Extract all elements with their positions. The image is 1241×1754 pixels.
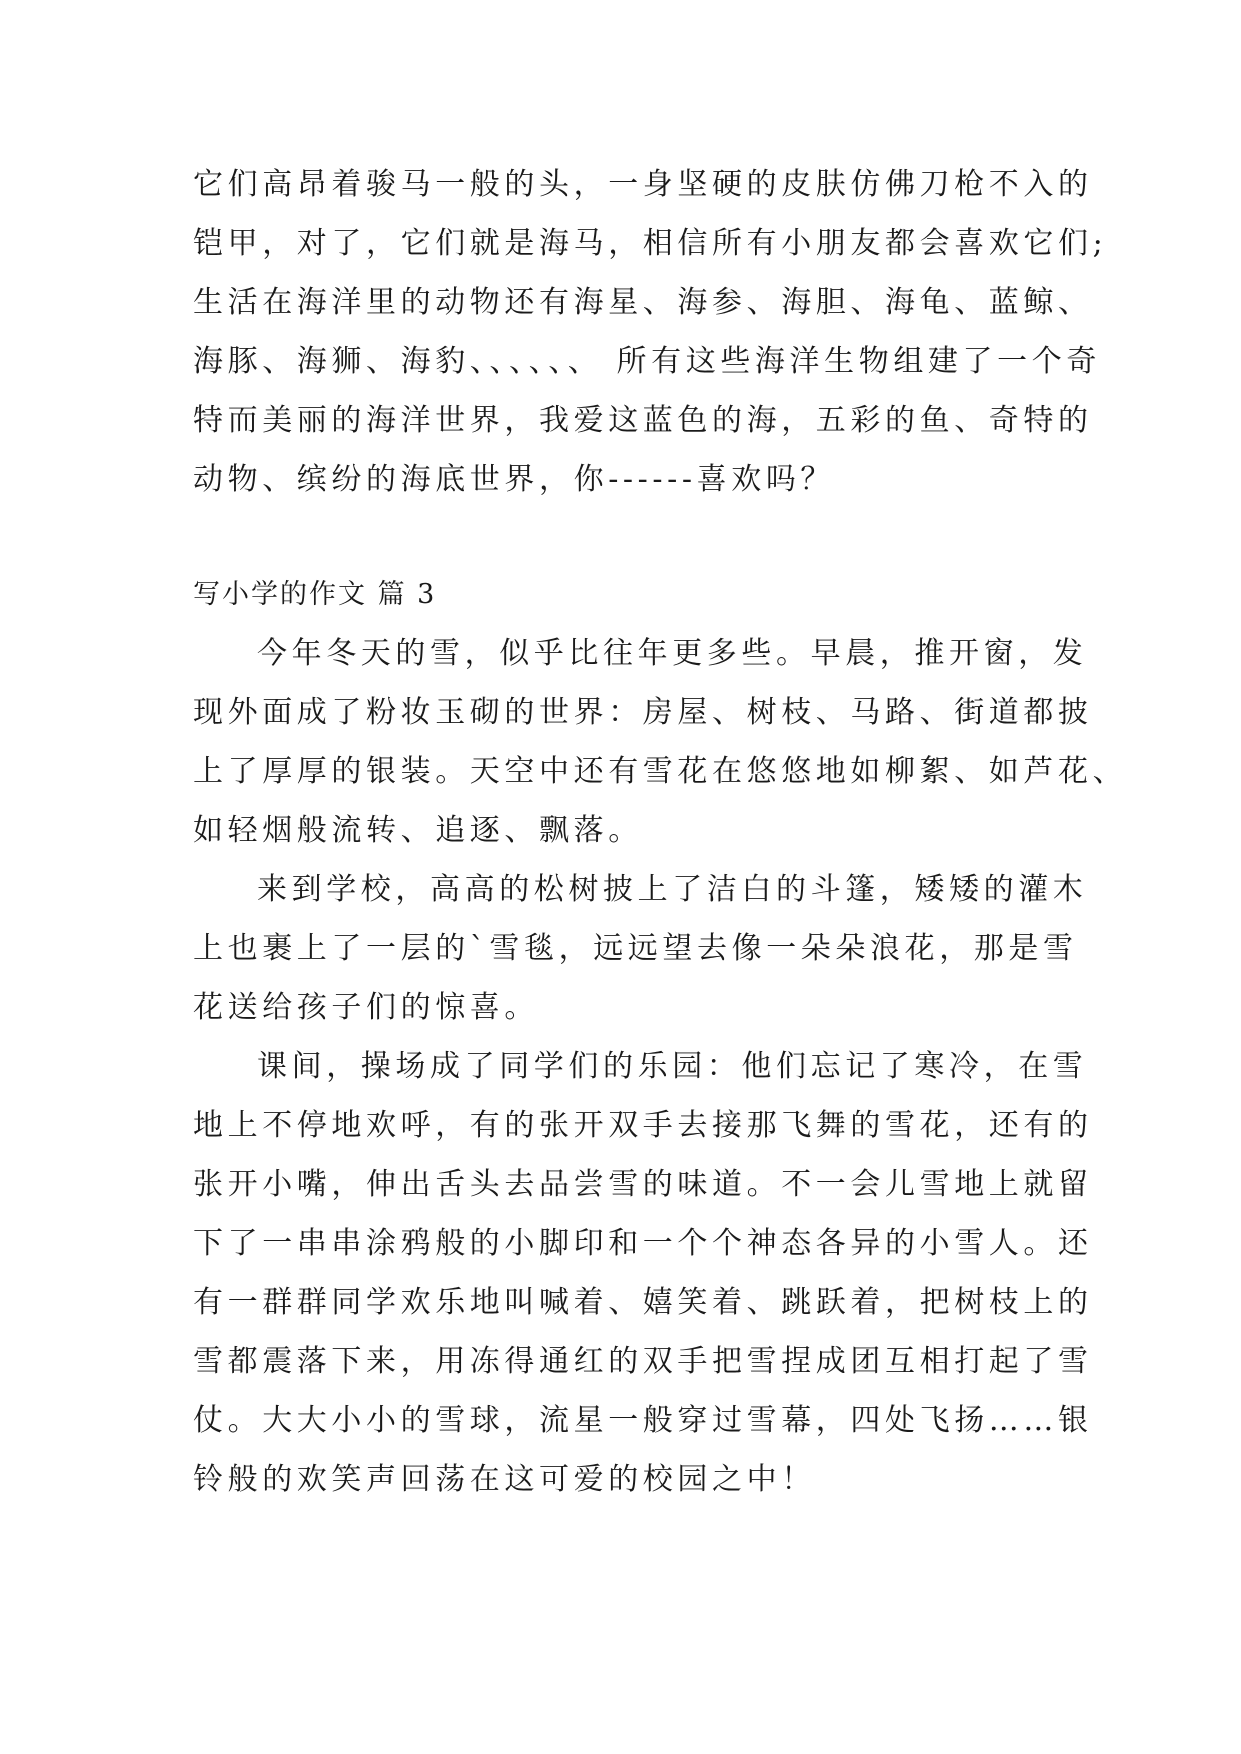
text-line: 生活在海洋里的动物还有海星、海参、海胆、海龟、蓝鲸、: [193, 285, 1093, 320]
text-line: 如轻烟般流转、追逐、飘落。: [193, 813, 643, 848]
text-line: 下了一串串涂鸦般的小脚印和一个个神态各异的小雪人。还: [193, 1226, 1093, 1261]
text-line: 有一群群同学欢乐地叫喊着、嬉笑着、跳跃着，把树枝上的: [193, 1285, 1093, 1320]
text-line: 上了厚厚的银装。天空中还有雪花在悠悠地如柳絮、如芦花、: [193, 754, 1128, 789]
text-line: 特而美丽的海洋世界，我爱这蓝色的海，五彩的鱼、奇特的: [193, 403, 1093, 438]
text-line: 雪都震落下来，用冻得通红的双手把雪捏成团互相打起了雪: [193, 1344, 1093, 1379]
text-line: 张开小嘴，伸出舌头去品尝雪的味道。不一会儿雪地上就留: [193, 1167, 1093, 1202]
paragraph-first-line: 今年冬天的雪，似乎比往年更多些。早晨，推开窗，发: [257, 636, 1088, 671]
paragraph-first-line: 课间，操场成了同学们的乐园：他们忘记了寒冷，在雪: [257, 1049, 1088, 1084]
section-heading: 写小学的作文 篇 3: [193, 579, 437, 610]
text-line: 它们高昂着骏马一般的头，一身坚硬的皮肤仿佛刀枪不入的: [193, 167, 1093, 202]
text-line: 海豚、海狮、海豹、、、、、、 所有这些海洋生物组建了一个奇: [193, 344, 1101, 379]
text-line: 铠甲，对了，它们就是海马，相信所有小朋友都会喜欢它们;: [193, 226, 1108, 261]
text-line: 铃般的欢笑声回荡在这可爱的校园之中！: [193, 1462, 816, 1497]
text-line: 上也裹上了一层的`雪毯，远远望去像一朵朵浪花，那是雪: [193, 931, 1078, 966]
paragraph-first-line: 来到学校，高高的松树披上了洁白的斗篷，矮矮的灌木: [257, 872, 1088, 907]
text-line: 仗。大大小小的雪球，流星一般穿过雪幕，四处飞扬……银: [193, 1403, 1093, 1438]
text-line: 地上不停地欢呼，有的张开双手去接那飞舞的雪花，还有的: [193, 1108, 1093, 1143]
text-line: 花送给孩子们的惊喜。: [193, 990, 539, 1025]
text-line: 动物、缤纷的海底世界，你------喜欢吗？: [193, 462, 836, 497]
text-line: 现外面成了粉妆玉砌的世界：房屋、树枝、马路、街道都披: [193, 695, 1093, 730]
